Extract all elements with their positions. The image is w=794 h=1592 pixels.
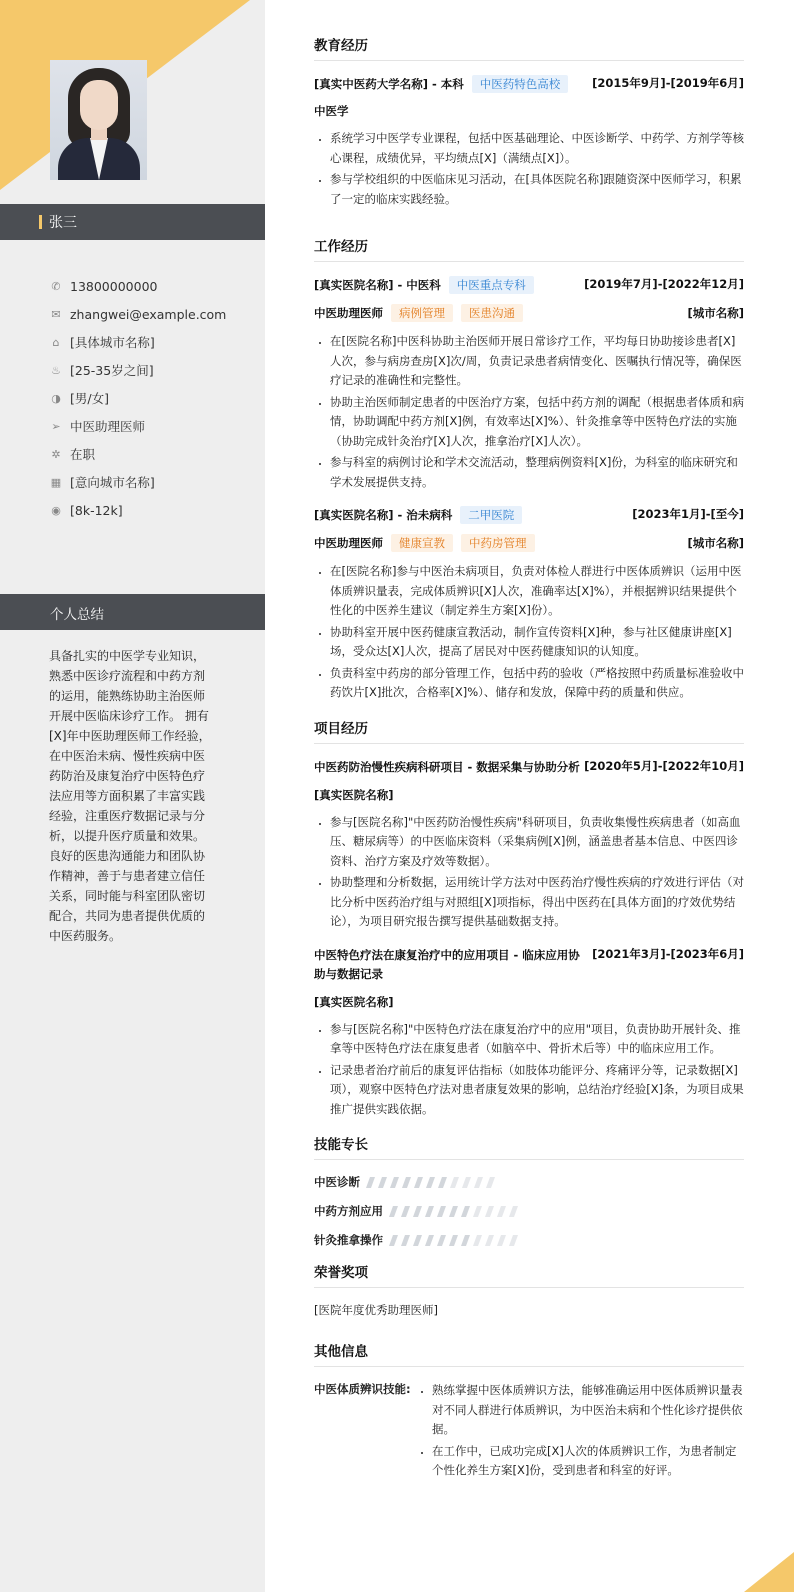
skill-segment: [425, 1206, 434, 1217]
skill-row: [314, 1232, 744, 1248]
bullet-item: • 负责科室中药房的部分管理工作，包括中药的验收（严格按照中药质量标准验收中药饮片[X]批次，合格率[X]%）、储存和发放，保障中药的质量和供应。: [330, 664, 744, 703]
job-header-left: [314, 276, 534, 294]
bullet-item: • 协助科室开展中医药健康宣教活动，制作宣传资料[X]种，参与社区健康讲座[X]场，受众达[X]人次，提高了居民对中医药健康知识的认知度。: [330, 623, 744, 662]
project-name: 中医药防治慢性疾病科研项目 - 数据采集与协助分析: [314, 759, 580, 774]
skill-segment: [426, 1177, 435, 1188]
project-header: [314, 758, 744, 777]
projects-title: 项目经历: [314, 717, 744, 744]
contact-row: [50, 272, 260, 300]
contact-text: [25-35岁之间]: [70, 363, 154, 378]
gender-icon: ◑: [51, 391, 61, 405]
person-name: 张三: [49, 215, 77, 231]
job-header: [314, 276, 744, 294]
contact-row: [50, 440, 260, 468]
work-title: 工作经历: [314, 235, 744, 262]
skill-segment: [449, 1206, 458, 1217]
skill-segment: [389, 1206, 398, 1217]
job-entry: [314, 276, 744, 492]
skill-segment: [509, 1235, 518, 1246]
phone-icon: ✆: [51, 279, 61, 293]
skill-segment: [485, 1235, 494, 1246]
project-bullets: [314, 813, 744, 932]
skill-level-bar: [391, 1235, 523, 1246]
sidebar: [0, 0, 265, 1592]
cake-icon: ♨: [51, 363, 61, 377]
contact-text: [8k-12k]: [70, 502, 123, 518]
contact-row: [50, 384, 260, 412]
bullet-item: • 参与学校组织的中医临床见习活动，在[具体医院名称]跟随资深中医师学习，积累了一定的临床实践经验。: [330, 170, 744, 209]
summary-title: 个人总结: [50, 607, 104, 623]
skill-name: 中药方剂应用: [314, 1204, 383, 1218]
project-date: [2020年5月]-[2022年10月]: [584, 758, 744, 773]
job-bullets: [314, 332, 744, 492]
skill-tag: 医患沟通: [461, 304, 523, 322]
school-name: [真实中医药大学名称] - 本科: [314, 77, 464, 91]
skill-segment: [389, 1235, 398, 1246]
job-org: [真实医院名称] - 治未病科: [314, 508, 453, 522]
job-city: [城市名称]: [687, 306, 744, 320]
bullet-item: • 记录患者治疗前后的康复评估指标（如肢体功能评分、疼痛评分等，记录数据[X]项），观察中医特色疗法对患者康复效果的影响，总结治疗经验[X]条，为项目成果推广提供实践依据。: [330, 1061, 744, 1120]
skill-segment: [401, 1206, 410, 1217]
send-icon: ➢: [51, 419, 61, 433]
main-content: [314, 34, 744, 1483]
bullet-item: • 参与科室的病例讨论和学术交流活动，整理病例资料[X]份，为科室的临床研究和学术发展提供支持。: [330, 453, 744, 492]
skill-row: [314, 1203, 744, 1219]
bullet-item: • 在工作中，已成功完成[X]人次的体质辨识工作，为患者制定个性化养生方案[X]份，受到患者和科室的好评。: [432, 1442, 744, 1481]
bullet-item: • 协助整理和分析数据，运用统计学方法对中医药治疗慢性疾病的疗效进行评估（对比分析中医药治疗组与对照组[X]项指标，得出中医药在[具体方面]的疗效优势结论），为项目研究报告撰写提供基础数据支持。: [330, 873, 744, 932]
project-header: [314, 946, 744, 984]
corner-decoration: [744, 1552, 794, 1592]
skill-name: 针灸推拿操作: [314, 1233, 383, 1247]
job-role: 中医助理医师: [314, 536, 383, 550]
project-name: 中医特色疗法在康复治疗中的应用项目 - 临床应用协助与数据记录: [314, 947, 580, 981]
skill-list: [314, 1174, 744, 1248]
work-list: [314, 276, 744, 703]
major: 中医学: [314, 104, 349, 118]
home-icon: ⌂: [52, 335, 60, 349]
skill-segment: [414, 1177, 423, 1188]
job-date: [2023年1月]-[至今]: [632, 507, 744, 521]
skill-segment: [425, 1235, 434, 1246]
contact-text: 13800000000: [70, 278, 158, 294]
skill-segment: [438, 1177, 447, 1188]
summary-header: [0, 594, 265, 630]
project-org: [真实医院名称]: [314, 787, 394, 802]
project-date: [2021年3月]-[2023年6月]: [592, 946, 744, 961]
education-title: 教育经历: [314, 34, 744, 61]
bullet-item: • 系统学习中医学专业课程，包括中医基础理论、中医诊断学、中药学、方剂学等核心课程，成绩优异，平均绩点[X]（满绩点[X]）。: [330, 129, 744, 168]
project-entry: [314, 946, 744, 1120]
project-bullets: [314, 1020, 744, 1120]
skill-segment: [401, 1235, 410, 1246]
contact-text: [意向城市名称]: [70, 475, 155, 490]
skill-segment: [486, 1177, 495, 1188]
job-tag: 中医重点专科: [449, 276, 534, 294]
job-header-left: [314, 506, 522, 524]
mail-icon: ✉: [51, 307, 61, 321]
skill-tag: 病例管理: [391, 304, 453, 322]
skill-segment: [378, 1177, 387, 1188]
bullet-item: • 在[医院名称]中医科协助主治医师开展日常诊疗工作，平均每日协助接诊患者[X]人次，参与病房查房[X]次/周，负责记录患者病情变化、医嘱执行情况等，确保医疗记录的准确性和完整性。: [330, 332, 744, 391]
school-tag: 中医药特色高校: [472, 75, 569, 93]
skill-tag: 健康宣教: [391, 534, 453, 552]
other-bullets: [416, 1381, 744, 1483]
skill-segment: [437, 1206, 446, 1217]
bullet-item: • 参与[医院名称]"中医特色疗法在康复治疗中的应用"项目，负责协助开展针灸、推拿等中医特色疗法在康复患者（如脑卒中、骨折术后等）中的临床应用工作。: [330, 1020, 744, 1059]
contact-row: [50, 356, 260, 384]
skill-segment: [497, 1235, 506, 1246]
skill-segment: [390, 1177, 399, 1188]
skill-segment: [462, 1177, 471, 1188]
contact-text: 在职: [70, 447, 96, 462]
skill-segment: [509, 1206, 518, 1217]
skill-segment: [461, 1235, 470, 1246]
job-date: [2019年7月]-[2022年12月]: [584, 277, 744, 291]
job-entry: [314, 506, 744, 703]
contact-text: 中医助理医师: [70, 419, 146, 434]
bullet-item: • 协助主治医师制定患者的中医治疗方案，包括中药方剂的调配（根据患者体质和病情，协助调配中药方剂[X]例，有效率达[X]%）、针灸推拿等中医特色疗法的实施（协助完成针灸治疗[X]人次，推拿治疗[X]人次）。: [330, 393, 744, 452]
skill-level-bar: [368, 1177, 500, 1188]
skill-segment: [402, 1177, 411, 1188]
avatar: [50, 60, 147, 180]
skill-row: [314, 1174, 744, 1190]
skill-name: 中医诊断: [314, 1175, 360, 1189]
other-title: 其他信息: [314, 1340, 744, 1367]
skill-segment: [497, 1206, 506, 1217]
salary-icon: ◉: [51, 503, 61, 517]
contact-text: [男/女]: [70, 391, 109, 406]
job-bullets: [314, 562, 744, 703]
job-header: [314, 506, 744, 524]
skill-segment: [437, 1235, 446, 1246]
contact-text: [具体城市名称]: [70, 335, 155, 350]
skill-segment: [449, 1235, 458, 1246]
contact-row: [50, 300, 260, 328]
bullet-item: • 在[医院名称]参与中医治未病项目，负责对体检人群进行中医体质辨识（运用中医体质辨识量表，完成体质辨识[X]人次，准确率达[X]%），并根据辨识结果提供个性化的中医养生建议（制定养生方案[X]份）。: [330, 562, 744, 621]
education-date: [2015年9月]-[2019年6月]: [592, 76, 744, 90]
job-org: [真实医院名称] - 中医科: [314, 278, 441, 292]
contact-text: zhangwei@example.com: [70, 306, 227, 322]
skills-title: 技能专长: [314, 1133, 744, 1160]
project-org: [真实医院名称]: [314, 994, 394, 1009]
skill-segment: [450, 1177, 459, 1188]
skill-segment: [413, 1206, 422, 1217]
skill-segment: [473, 1235, 482, 1246]
name-accent: [39, 215, 42, 229]
skill-segment: [366, 1177, 375, 1188]
skill-level-bar: [391, 1206, 523, 1217]
job-tag: 二甲医院: [460, 506, 522, 524]
honors-title: 荣誉奖项: [314, 1261, 744, 1288]
other-key: 中医体质辨识技能:: [314, 1382, 411, 1396]
skill-tag: 中药房管理: [461, 534, 535, 552]
skill-segment: [461, 1206, 470, 1217]
contact-row: [50, 328, 260, 356]
contact-row: [50, 496, 260, 524]
education-header: [314, 75, 744, 93]
skill-segment: [473, 1206, 482, 1217]
bullet-item: • 熟练掌握中医体质辨识方法，能够准确运用中医体质辨识量表对不同人群进行体质辨识，为中医治未病和个性化诊疗提供依据。: [432, 1381, 744, 1440]
education-bullets: [314, 129, 744, 209]
name-bar: [0, 204, 265, 240]
skill-segment: [485, 1206, 494, 1217]
contact-row: [50, 412, 260, 440]
status-icon: ✲: [51, 447, 61, 461]
honor-item: [医院年度优秀助理医师]: [314, 1303, 438, 1317]
job-role-line: [314, 534, 744, 552]
job-role-left: [314, 304, 523, 322]
job-role: 中医助理医师: [314, 306, 383, 320]
skill-segment: [413, 1235, 422, 1246]
bullet-item: • 参与[医院名称]"中医药防治慢性疾病"科研项目，负责收集慢性疾病患者（如高血压、糖尿病等）的中医临床资料（采集病例[X]例，涵盖患者基本信息、中医四诊资料、治疗方案及疗效等数据）。: [330, 813, 744, 872]
skill-segment: [474, 1177, 483, 1188]
project-list: [314, 758, 744, 1120]
project-entry: [314, 758, 744, 932]
summary-text: 具备扎实的中医学专业知识，熟悉中医诊疗流程和中药方剂的运用，能熟练协助主治医师开展中医临床诊疗工作。 拥有[X]年中医助理医师工作经验，在中医治未病、慢性疾病中医药防治及康复治疗中医特色疗法应用等方面积累了丰富实践经验，注重医疗数据记录与分析，以提升医疗质量和效果。良好的医患沟通能力和团队协作精神，善于与患者建立信任关系，同时能与科室团队密切配合，共同为患者提供优质的中医药服务。: [49, 649, 211, 943]
building-icon: ▦: [50, 475, 62, 489]
other-info: [314, 1381, 744, 1483]
job-city: [城市名称]: [687, 536, 744, 550]
contact-list: [50, 272, 260, 524]
contact-row: [50, 468, 260, 496]
job-role-line: [314, 304, 744, 322]
job-role-left: [314, 534, 535, 552]
